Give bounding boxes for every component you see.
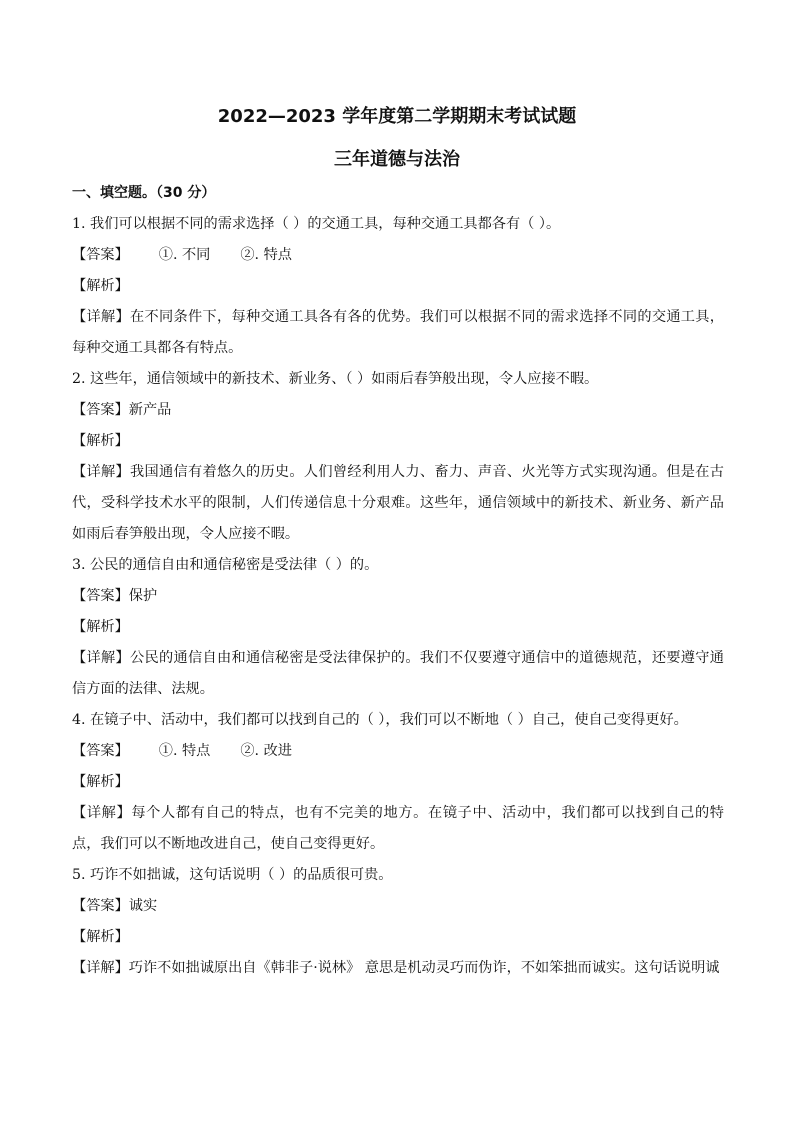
analysis-5: 【解析】: [72, 929, 129, 945]
answer-2: 【答案】新产品: [72, 402, 172, 418]
section-heading: 一、填空题。（30 分）: [72, 185, 216, 201]
detail-3: 【详解】公民的通信自由和通信秘密是受法律保护的。我们不仅要遵守通信中的道德规范，还要遵守通信方面的法律、法规。: [72, 650, 724, 697]
detail-4: 【详解】每个人都有自己的特点，也有不完美的地方。在镜子中、活动中，我们都可以找到自己的特点，我们可以不断地改进自己，使自己变得更好。: [72, 805, 724, 852]
page-subtitle: 三年道德与法治: [334, 149, 460, 170]
page-title: 2022—2023 学年度第二学期期末考试试题: [217, 106, 577, 127]
question-4: 4. 在镜子中、活动中，我们都可以找到自己的（ ），我们可以不断地（ ）自己，使自己变得更好。: [72, 712, 688, 728]
analysis-1: 【解析】: [72, 278, 129, 294]
analysis-2: 【解析】: [72, 433, 129, 449]
answer-1: [72, 240, 724, 271]
answer-1-part-1: ①. 不同: [158, 247, 211, 263]
analysis-3: 【解析】: [72, 619, 129, 635]
answer-5: 【答案】诚实: [72, 898, 158, 914]
analysis-4: 【解析】: [72, 774, 129, 790]
question-2: 2. 这些年，通信领域中的新技术、新业务、（ ）如雨后春笋般出现，令人应接不暇。: [72, 371, 599, 387]
document-body: [72, 178, 724, 984]
answer-4-part-2: ②. 改进: [240, 743, 292, 759]
answer-label: 【答案】: [72, 743, 129, 759]
detail-1: 【详解】在不同条件下，每种交通工具各有各的优势。我们可以根据不同的需求选择不同的交通工具，每种交通工具都各有特点。: [72, 309, 724, 356]
question-5: 5. 巧诈不如拙诚，这句话说明（ ）的品质很可贵。: [72, 867, 393, 883]
answer-1-part-2: ②. 特点: [240, 247, 292, 263]
question-1: 1. 我们可以根据不同的需求选择（ ）的交通工具，每种交通工具都各有（ ）。: [72, 216, 561, 232]
detail-2: 【详解】我国通信有着悠久的历史。人们曾经利用人力、畜力、声音、火光等方式实现沟通。但是在古代，受科学技术水平的限制，人们传递信息十分艰难。这些年，通信领域中的新技术、新业务、新产品如雨后春笋般出现，令人应接不暇。: [72, 464, 724, 542]
answer-4: [72, 736, 724, 767]
detail-5: 【详解】巧诈不如拙诚原出自《韩非子·说林》 意思是机动灵巧而伪诈，不如笨拙而诚实。这句话说明诚: [72, 960, 720, 976]
answer-4-part-1: ①. 特点: [158, 743, 211, 759]
answer-3: 【答案】保护: [72, 588, 158, 604]
question-3: 3. 公民的通信自由和通信秘密是受法律（ ）的。: [72, 557, 379, 573]
answer-label: 【答案】: [72, 247, 129, 263]
